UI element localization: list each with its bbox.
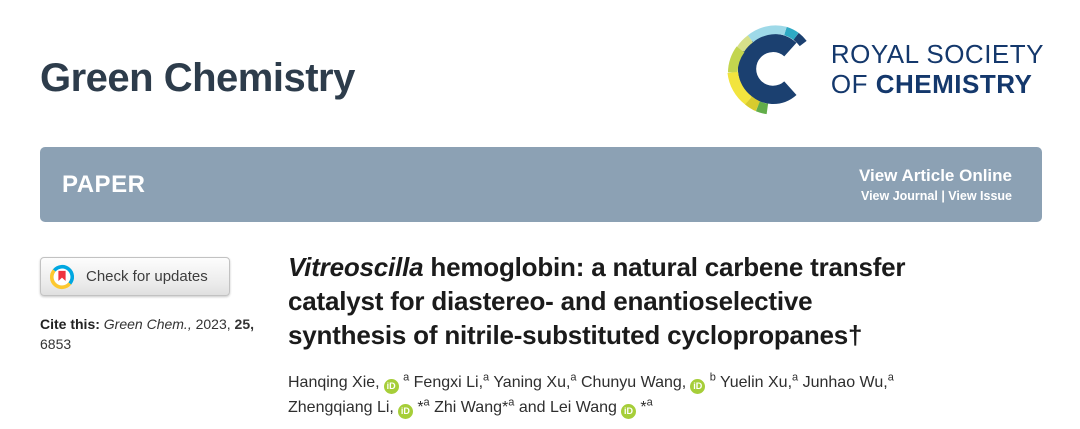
journal-header <box>0 0 1080 121</box>
article-meta-column <box>40 257 255 420</box>
author-name: Junhao Wu, <box>802 374 888 391</box>
author-name: Hanqing Xie, <box>288 374 380 391</box>
paper-banner <box>40 147 1042 222</box>
cite-page: 6853 <box>40 336 72 352</box>
author-name: Yuelin Xu, <box>719 374 793 391</box>
affiliation-superscript: a <box>887 371 894 384</box>
author-name: Fengxi Li, <box>413 374 484 391</box>
rsc-text-line2: OF CHEMISTRY <box>830 68 1033 99</box>
title-line: catalyst for diastereo- and enantioselective <box>288 286 813 316</box>
check-for-updates-button[interactable] <box>40 257 230 296</box>
author-name: Chunyu Wang, <box>580 374 687 391</box>
orcid-icon[interactable]: iD <box>690 379 705 394</box>
orcid-icon[interactable]: iD <box>621 404 636 419</box>
banner-links <box>859 166 1012 203</box>
paper-type-label: PAPER <box>62 170 146 198</box>
corresponding-author-star: * <box>417 399 424 416</box>
affiliation-superscript: a <box>570 371 577 384</box>
cite-prefix: Cite this: <box>40 316 100 332</box>
corresponding-author-star: * <box>502 399 509 416</box>
article-title <box>288 250 1046 352</box>
affiliation-superscript: a <box>508 396 515 409</box>
view-journal-issue-links[interactable]: View Journal | View Issue <box>860 189 1012 203</box>
crossmark-icon <box>49 264 75 290</box>
cite-year: 2023, <box>195 316 231 332</box>
title-line: synthesis of nitrile-substituted cyclopropanes† <box>288 320 863 350</box>
title-line: Vitreoscilla hemoglobin: a natural carbene transfer <box>288 252 906 282</box>
journal-title: Green Chemistry <box>40 56 355 100</box>
author-list <box>288 370 1046 420</box>
article-title-column <box>244 250 1046 420</box>
affiliation-superscript: a <box>423 396 430 409</box>
affiliation-superscript: a <box>403 371 410 384</box>
article-header-content <box>0 250 1080 420</box>
affiliation-superscript: a <box>792 371 799 384</box>
dagger-footnote-link[interactable]: † <box>848 320 863 350</box>
view-article-online-link[interactable]: View Article Online <box>858 166 1012 185</box>
affiliation-superscript: a <box>646 396 653 409</box>
affiliation-superscript: a <box>483 371 490 384</box>
author-name: Zhengqiang Li, <box>288 399 394 416</box>
rsc-logo <box>723 16 1044 121</box>
author-name: Zhi Wang <box>434 399 502 416</box>
title-species-italic: Vitreoscilla <box>288 252 424 282</box>
orcid-icon[interactable]: iD <box>398 404 413 419</box>
author-name: Yaning Xu, <box>493 374 571 391</box>
citation-line1 <box>40 314 255 334</box>
rsc-text-line1: ROYAL SOCIETY <box>830 38 1044 69</box>
rsc-logo-text <box>831 39 1044 99</box>
citation-line2 <box>40 334 244 354</box>
check-for-updates-label: Check for updates <box>86 268 208 285</box>
orcid-icon[interactable]: iD <box>384 379 399 394</box>
citation <box>40 314 255 354</box>
author-name: and Lei Wang <box>518 399 617 416</box>
cite-volume: 25, <box>234 316 255 332</box>
rsc-c-icon <box>723 16 823 121</box>
cite-journal-abbrev: Green Chem., <box>103 316 192 332</box>
corresponding-author-star: * <box>640 399 647 416</box>
affiliation-superscript: b <box>709 371 716 384</box>
